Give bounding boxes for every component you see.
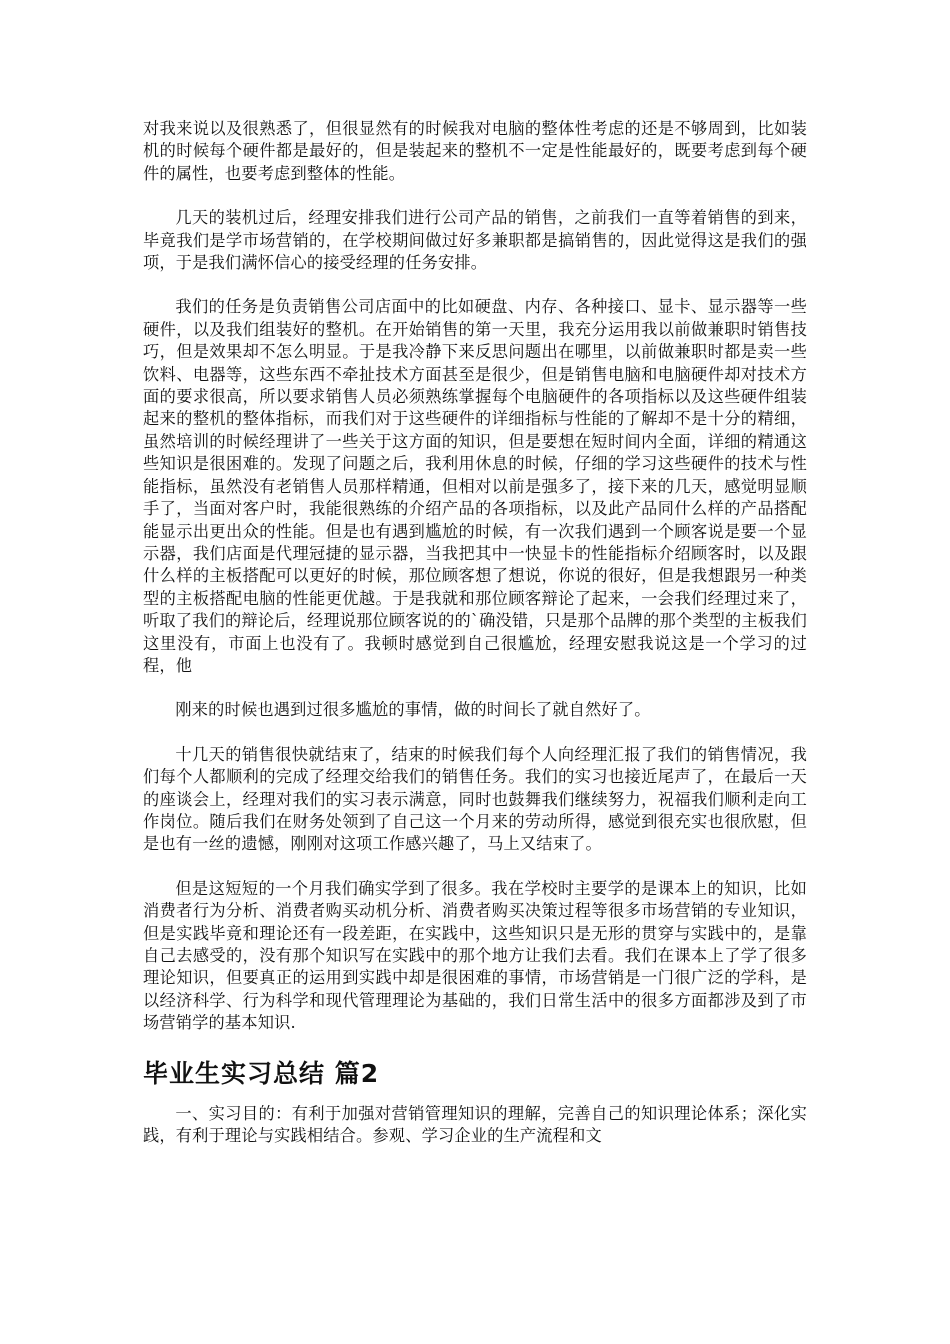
section-heading: 毕业生实习总结 篇2 (143, 1058, 380, 1088)
document-page (143, 118, 807, 1169)
paragraph-6: 但是这短短的一个月我们确实学到了很多。我在学校时主要学的是课本上的知识，比如消费者行为分析、消费者购买动机分析、消费者购买决策过程等很多市场营销的专业知识，但是实践毕竟和理论还有一段差距，在实践中，这些知识只是无形的贯穿与实践中的，是靠自己去感受的，没有那个知识写在实践中的那个地方让我们去看。我们在课本上了学了很多理论知识，但要真正的运用到实践中却是很困难的事情，市场营销是一门很广泛的学科，是以经济科学、行为科学和现代管理理论为基础的，我们日常生活中的很多方面都涉及到了市场营销学的基本知识. (143, 878, 807, 1033)
paragraph-1: 对我来说以及很熟悉了，但很显然有的时候我对电脑的整体性考虑的还是不够周到，比如装机的时候每个硬件都是最好的，但是装起来的整机不一定是性能最好的，既要考虑到每个硬件的属性，也要考虑到整体的性能。 (143, 119, 807, 183)
paragraph-4: 刚来的时候也遇到过很多尴尬的事情，做的时间长了就自然好了。 (175, 700, 651, 720)
paragraph-7: 一、实习目的：有利于加强对营销管理知识的理解，完善自己的知识理论体系；深化实践，有利于理论与实践相结合。参观、学习企业的生产流程和文 (143, 1103, 807, 1146)
paragraph-5: 十几天的销售很快就结束了，结束的时候我们每个人向经理汇报了我们的销售情况，我们每个人都顺利的完成了经理交给我们的销售任务。我们的实习也接近尾声了，在最后一天的座谈会上，经理对我们的实习表示满意，同时也鼓舞我们继续努力，祝福我们顺利走向工作岗位。随后我们在财务处领到了自己这一个月来的劳动所得，感觉到很充实也很欣慰，但是也有一丝的遗憾，刚刚对这项工作感兴趣了，马上又结束了。 (143, 744, 807, 854)
paragraph-3: 我们的任务是负责销售公司店面中的比如硬盘、内存、各种接口、显卡、显示器等一些硬件，以及我们组装好的整机。在开始销售的第一天里，我充分运用我以前做兼职时销售技巧，但是效果却不怎么明显。于是我冷静下来反思问题出在哪里，以前做兼职时都是卖一些饮料、电器等，这些东西不牵扯技术方面甚至是很少，但是销售电脑和电脑硬件却对技术方面的要求很高，所以要求销售人员必须熟练掌握每个电脑硬件的各项指标以及这些硬件组装起来的整机的整体指标，而我们对于这些硬件的详细指标与性能的了解却不是十分的精细，虽然培训的时候经理讲了一些关于这方面的知识，但是要想在短时间内全面，详细的精通这些知识是很困难的。发现了问题之后，我利用休息的时候，仔细的学习这些硬件的技术与性能指标，虽然没有老销售人员那样精通，但相对以前是强多了，接下来的几天，感觉明显顺手了，当面对客户时，我能很熟练的介绍产品的各项指标，以及此产品同什么样的产品搭配能显示出更出众的性能。但是也有遇到尴尬的时候，有一次我们遇到一个顾客说是要一个显示器，我们店面是代理冠捷的显示器，当我把其中一快显卡的性能指标介绍顾客时，以及跟什么样的主板搭配可以更好的时候，那位顾客想了想说，你说的很好，但是我想跟另一种类型的主板搭配电脑的性能更优越。于是我就和那位顾客辩论了起来，一会我们经理过来了，听取了我们的辩论后，经理说那位顾客说的的`确没错，只是那个品牌的那个类型的主板我们这里没有，市面上也没有了。我顿时感觉到自己很尴尬，经理安慰我说这是一个学习的过程，他 (143, 297, 807, 675)
paragraph-2: 几天的装机过后，经理安排我们进行公司产品的销售，之前我们一直等着销售的到来，毕竟我们是学市场营销的，在学校期间做过好多兼职都是搞销售的，因此觉得这是我们的强项，于是我们满怀信心的接受经理的任务安排。 (143, 208, 807, 273)
